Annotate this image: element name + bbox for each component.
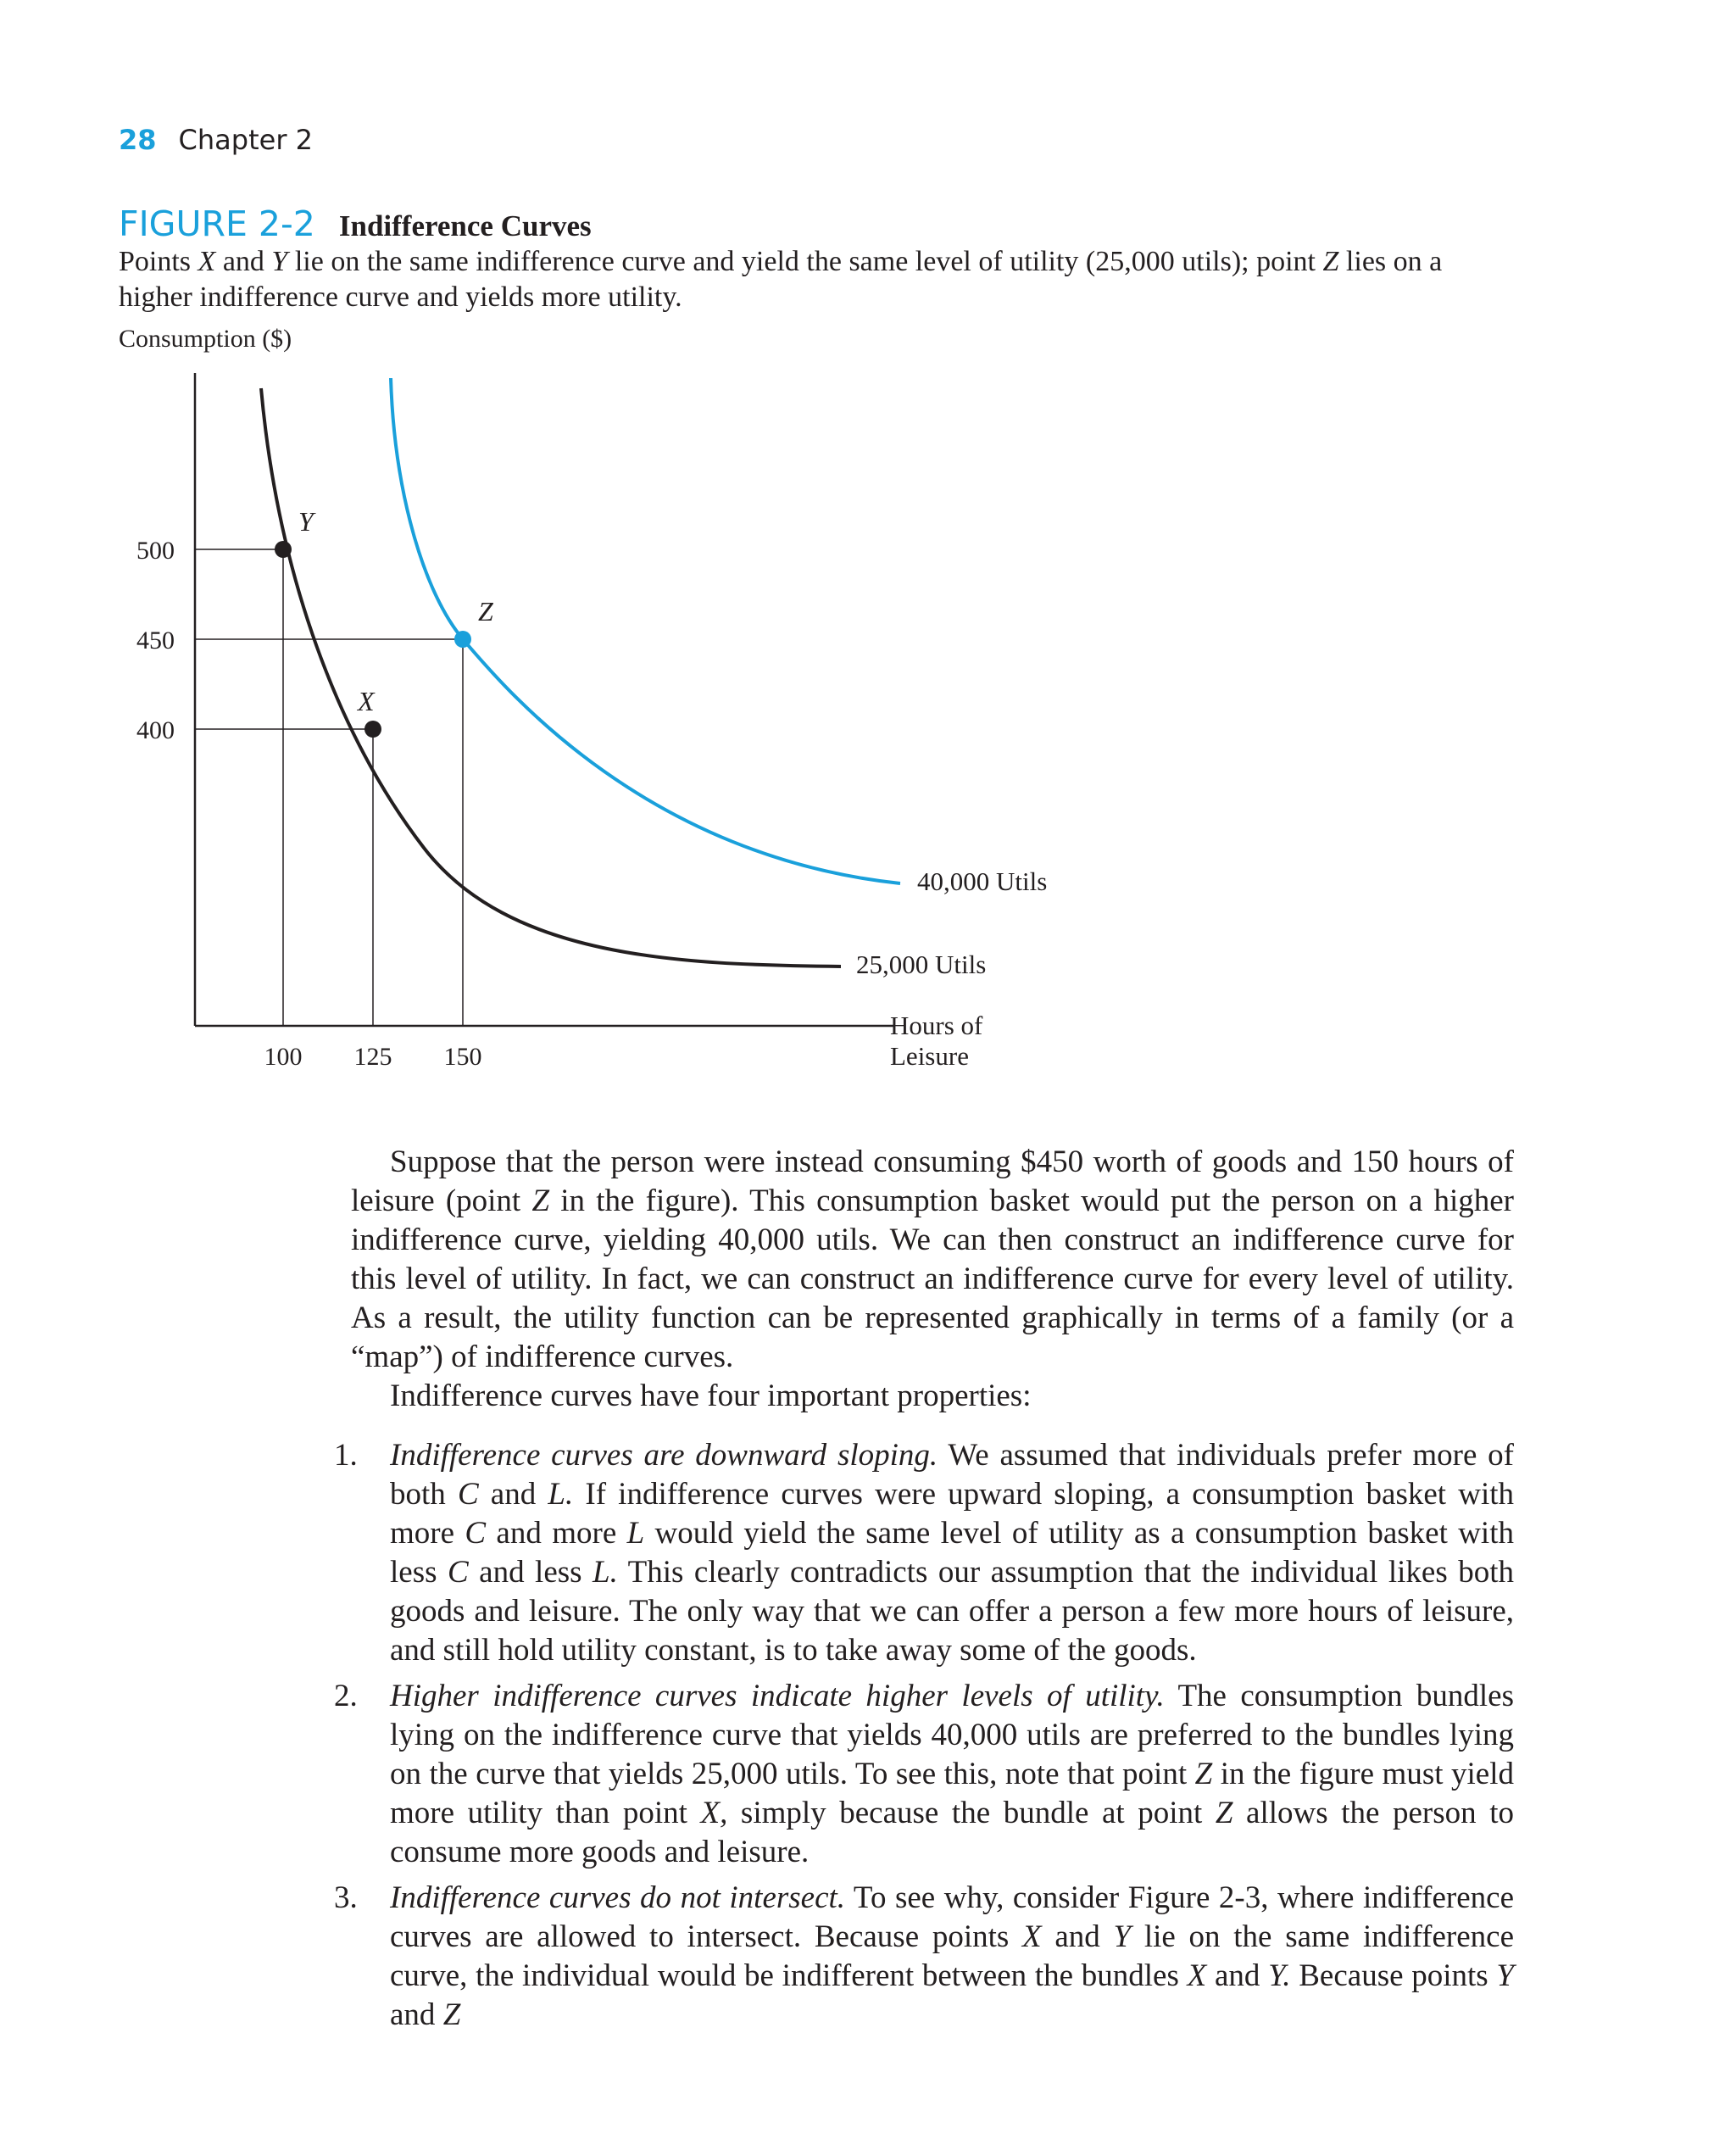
paragraph: Indifference curves have four important properties: — [390, 1379, 1032, 1413]
list-text: Higher indifference curves indicate higher levels of utility. The consumption bundles lying on the indifference curve that yields 40,000 utils are preferred to the bundles lying on the curve that yields 25,000 utils. To see this, note that point Z in the figure must yield more utility than point X, simply because the bundle at point Z allows the person to consume more goods and leisure. — [390, 1679, 1514, 1869]
curve-25000-utils — [261, 388, 841, 966]
point-label-x: X — [358, 686, 375, 716]
list-text: Indifference curves are downward sloping. We assumed that individuals prefer more of both C and L. If indifference curves were upward sloping, a consumption basket with more C and more L would yield the same level of utility as a consumption basket with less C and less L. This clearly contradicts our assumption that the individual likes both goods and leisure. The only way that we can offer a person a few more hours of leisure, and still hold utility constant, is to take away some of the goods. — [390, 1438, 1515, 1668]
figure-number: FIGURE 2-2 — [119, 203, 315, 244]
y-tick-label: 500 — [136, 537, 175, 565]
x-axis-label: Hours of — [890, 1011, 983, 1040]
y-axis-label: Consumption ($) — [119, 325, 292, 353]
list-item — [334, 1879, 1514, 2035]
list-text: Indifference curves do not intersect. To see why, consider Figure 2-3, where indifference curves are allowed to intersect. Because points X and Y lie on the same indifference curve, the individual would be indifferent between the bundles X and Y. Because points Y and Z — [390, 1880, 1514, 2032]
x-tick-label: 150 — [443, 1043, 482, 1071]
axes — [195, 373, 895, 1026]
point-x — [364, 721, 381, 738]
body-text — [334, 1143, 1515, 2041]
list-number: 2. — [334, 1679, 358, 1713]
figure-caption: Points X and Y lie on the same indifference curve and yield the same level of utility (25,000 utils); point Z lies on a higher indifference curve and yields more utility. — [119, 246, 1443, 313]
y-tick-label: 450 — [136, 627, 175, 654]
point-label-y: Y — [298, 506, 314, 537]
chapter-label: Chapter 2 — [178, 124, 313, 156]
paragraphs — [351, 1143, 1514, 1416]
paragraph: Suppose that the person were instead consuming $450 worth of goods and 150 hours of leisure (point Z in the figure). This consumption basket would put the person on a higher indifference curve, yielding 40,000 utils. We can then construct an indifference curve for this level of utility. In fact, we can construct an indifference curve for every level of utility. As a result, the utility function can be represented graphically in terms of a family (or a “map”) of indifference curves. — [351, 1145, 1515, 1374]
point-label-z: Z — [478, 596, 493, 627]
x-tick-label: 100 — [264, 1043, 303, 1071]
point-y — [275, 541, 292, 558]
curve-labels — [856, 866, 1047, 1071]
curve-label-40000: 40,000 Utils — [917, 866, 1048, 896]
list-number: 1. — [334, 1438, 358, 1473]
property-list — [334, 1436, 1515, 2035]
figure-title: Indifference Curves — [338, 209, 592, 242]
list-item — [334, 1677, 1514, 1872]
curve-label-25000: 25,000 Utils — [856, 950, 987, 979]
list-item — [334, 1436, 1515, 1670]
x-axis-label: Leisure — [890, 1041, 969, 1071]
point-z — [454, 631, 471, 648]
x-tick-label: 125 — [353, 1043, 392, 1071]
y-tick-label: 400 — [136, 716, 175, 744]
curve-40000-utils — [391, 378, 900, 883]
list-number: 3. — [334, 1880, 358, 1915]
guide-lines — [195, 549, 463, 1026]
page-number: 28 — [119, 124, 157, 156]
tick-labels — [136, 537, 482, 1071]
